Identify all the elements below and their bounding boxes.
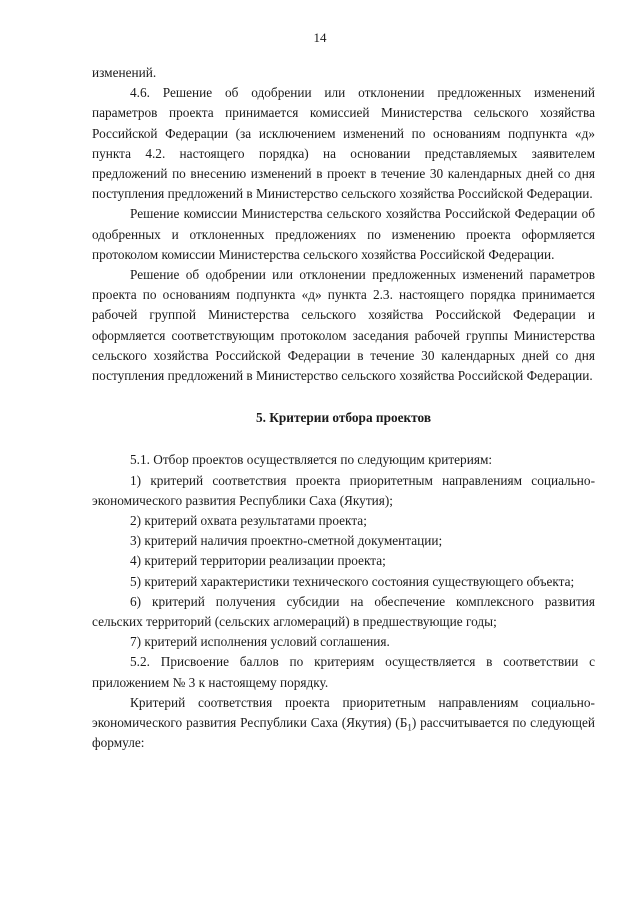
- list-item: 6) критерий получения субсидии на обеспечение комплексного развития сельских территорий (сельских агломераций) в предшествующие годы;: [92, 593, 595, 630]
- list-item: 5) критерий характеристики технического состояния существующего объекта;: [130, 573, 575, 589]
- formula-subscript: 1: [407, 722, 412, 733]
- list-item: 3) критерий наличия проектно-сметной документации;: [130, 533, 443, 549]
- list-item: 2) критерий охвата результатами проекта;: [130, 513, 367, 529]
- paragraph: Решение об одобрении или отклонении предложенных изменений параметров проекта по основаниям подпункта «д» пункта 2.3. настоящего порядка принимается рабочей группой Министерства сельского хозяйства Российской Федерации и оформляется соответствующим протоколом заседания рабочей группы Министерства сельского хозяйства Российской Федерации в течение 30 календарных дней со дня поступления предложений в Министерство сельского хозяйства Российской Федерации.: [92, 267, 595, 384]
- formula-intro-end: ) рассчитывается по следующей формуле:: [92, 715, 595, 751]
- page-number: 14: [313, 30, 327, 45]
- formula-intro-paragraph: [92, 693, 595, 754]
- paragraph: 5.2. Присвоение баллов по критериям осуществляется в соответствии с приложением № 3 к настоящему порядку.: [92, 654, 595, 690]
- section-heading: 5. Критерии отбора проектов: [255, 410, 432, 426]
- formula-intro-start: Критерий соответствия проекта приоритетным направлениям социально-экономического развития Республики Саха (Якутия) (Б: [92, 694, 595, 731]
- list-item: 4) критерий территории реализации проекта;: [130, 553, 386, 569]
- list-item: 1) критерий соответствия проекта приоритетным направлениям социально-экономического развития Республики Саха (Якутия);: [92, 472, 595, 508]
- paragraph: изменений.: [92, 65, 157, 80]
- paragraph: 5.1. Отбор проектов осуществляется по следующим критериям:: [130, 452, 493, 468]
- list-item: 7) критерий исполнения условий соглашения.: [130, 634, 390, 650]
- paragraph: 4.6. Решение об одобрении или отклонении предложенных изменений параметров проекта принимается комиссией Министерства сельского хозяйства Российской Федерации (за исключением изменений по основаниям подпункта «д» пункта 4.2. настоящего порядка) на основании представляемых заявителем предложений по внесению изменений в проект в течение 30 календарных дней со дня поступления предложений в Министерство сельского хозяйства Российской Федерации.: [92, 85, 595, 202]
- paragraph: Решение комиссии Министерства сельского хозяйства Российской Федерации об одобренных и отклоненных предложениях по изменению проекта оформляется протоколом комиссии Министерства сельского хозяйства Российской Федерации.: [92, 206, 595, 262]
- document-body: [92, 63, 595, 754]
